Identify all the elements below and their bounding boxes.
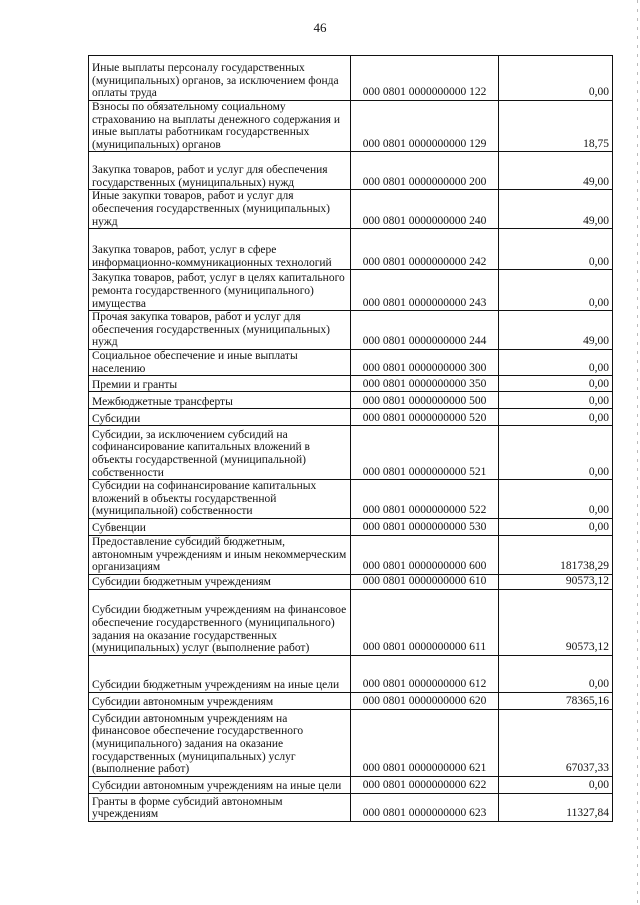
- row-name-cell: Закупка товаров, работ, услуг в целях капитального ремонта государственного (муниципального) имущества: [89, 270, 351, 311]
- table-row: [89, 392, 613, 409]
- table-row: [89, 426, 613, 480]
- row-code-cell: 000 0801 0000000000 243: [351, 270, 499, 311]
- row-name-cell: Межбюджетные трансферты: [89, 392, 351, 409]
- row-code-cell: 000 0801 0000000000 600: [351, 535, 499, 574]
- row-name-cell: Гранты в форме субсидий автономным учреждениям: [89, 793, 351, 821]
- row-name-cell: Субсидии бюджетным учреждениям на финансовое обеспечение государственного (муниципального) задания на оказание государственных (муниципальных) услуг (выполнение работ): [89, 589, 351, 655]
- row-name-cell: Закупка товаров, работ и услуг для обеспечения государственных (муниципальных) нужд: [89, 152, 351, 190]
- row-code-cell: 000 0801 0000000000 242: [351, 229, 499, 270]
- row-code-cell: 000 0801 0000000000 520: [351, 409, 499, 426]
- row-code-cell: 000 0801 0000000000 612: [351, 655, 499, 692]
- table-row: [89, 480, 613, 519]
- table-row: [89, 349, 613, 375]
- row-sum-cell: 181738,29: [499, 535, 613, 574]
- table-row: [89, 56, 613, 101]
- row-sum-cell: 0,00: [499, 349, 613, 375]
- table-row: [89, 589, 613, 655]
- row-sum-cell: 18,75: [499, 101, 613, 152]
- row-code-cell: 000 0801 0000000000 240: [351, 190, 499, 229]
- row-name-cell: Социальное обеспечение и иные выплаты населению: [89, 349, 351, 375]
- row-name-cell: Иные выплаты персоналу государственных (муниципальных) органов, за исключением фонда оплаты труда: [89, 56, 351, 101]
- table-row: [89, 709, 613, 776]
- table-row: [89, 793, 613, 821]
- row-name-cell: Субсидии бюджетным учреждениям на иные цели: [89, 655, 351, 692]
- row-code-cell: 000 0801 0000000000 244: [351, 311, 499, 350]
- table-row: [89, 311, 613, 350]
- row-sum-cell: 49,00: [499, 311, 613, 350]
- table-row: [89, 229, 613, 270]
- row-name-cell: Субсидии автономным учреждениям: [89, 692, 351, 709]
- row-sum-cell: 0,00: [499, 426, 613, 480]
- row-sum-cell: 0,00: [499, 655, 613, 692]
- row-sum-cell: 0,00: [499, 409, 613, 426]
- row-sum-cell: 90573,12: [499, 574, 613, 589]
- table-row: [89, 270, 613, 311]
- scan-edge-mark: [637, 0, 638, 905]
- row-sum-cell: 0,00: [499, 776, 613, 793]
- row-code-cell: 000 0801 0000000000 500: [351, 392, 499, 409]
- row-code-cell: 000 0801 0000000000 350: [351, 376, 499, 392]
- row-name-cell: Субсидии бюджетным учреждениям: [89, 574, 351, 589]
- row-code-cell: 000 0801 0000000000 623: [351, 793, 499, 821]
- row-sum-cell: 49,00: [499, 152, 613, 190]
- row-sum-cell: 0,00: [499, 480, 613, 519]
- table-row: [89, 152, 613, 190]
- row-code-cell: 000 0801 0000000000 620: [351, 692, 499, 709]
- row-sum-cell: 67037,33: [499, 709, 613, 776]
- row-sum-cell: 11327,84: [499, 793, 613, 821]
- table-row: [89, 692, 613, 709]
- row-name-cell: Иные закупки товаров, работ и услуг для обеспечения государственных (муниципальных) нужд: [89, 190, 351, 229]
- row-name-cell: Субсидии автономным учреждениям на финансовое обеспечение государственного (муниципального) задания на оказание государственных (муниципальных) услуг (выполнение работ): [89, 709, 351, 776]
- row-sum-cell: 0,00: [499, 392, 613, 409]
- row-code-cell: 000 0801 0000000000 200: [351, 152, 499, 190]
- page-number: 46: [313, 20, 327, 35]
- row-code-cell: 000 0801 0000000000 622: [351, 776, 499, 793]
- row-code-cell: 000 0801 0000000000 300: [351, 349, 499, 375]
- budget-table-body: [89, 56, 613, 822]
- table-row: [89, 535, 613, 574]
- row-name-cell: Предоставление субсидий бюджетным, автономным учреждениям и иным некоммерческим организациям: [89, 535, 351, 574]
- row-name-cell: Закупка товаров, работ, услуг в сфере информационно-коммуникационных технологий: [89, 229, 351, 270]
- row-name-cell: Субсидии автономным учреждениям на иные цели: [89, 776, 351, 793]
- row-sum-cell: 90573,12: [499, 589, 613, 655]
- row-name-cell: Субсидии, за исключением субсидий на софинансирование капитальных вложений в объекты государственной (муниципальной) собственности: [89, 426, 351, 480]
- row-name-cell: Субвенции: [89, 518, 351, 535]
- row-name-cell: Субсидии: [89, 409, 351, 426]
- row-code-cell: 000 0801 0000000000 122: [351, 56, 499, 101]
- row-name-cell: Взносы по обязательному социальному страхованию на выплаты денежного содержания и иные выплаты работникам государственных (муниципальных) органов: [89, 101, 351, 152]
- row-name-cell: Субсидии на софинансирование капитальных вложений в объекты государственной (муниципальной) собственности: [89, 480, 351, 519]
- row-code-cell: 000 0801 0000000000 129: [351, 101, 499, 152]
- row-name-cell: Прочая закупка товаров, работ и услуг для обеспечения государственных (муниципальных) нужд: [89, 311, 351, 350]
- row-sum-cell: 0,00: [499, 56, 613, 101]
- table-row: [89, 376, 613, 392]
- row-sum-cell: 0,00: [499, 518, 613, 535]
- row-sum-cell: 49,00: [499, 190, 613, 229]
- table-row: [89, 776, 613, 793]
- table-row: [89, 409, 613, 426]
- table-row: [89, 574, 613, 589]
- table-row: [89, 190, 613, 229]
- row-sum-cell: 78365,16: [499, 692, 613, 709]
- row-name-cell: Премии и гранты: [89, 376, 351, 392]
- budget-table: [88, 55, 613, 822]
- row-code-cell: 000 0801 0000000000 522: [351, 480, 499, 519]
- row-code-cell: 000 0801 0000000000 621: [351, 709, 499, 776]
- row-sum-cell: 0,00: [499, 229, 613, 270]
- table-row: [89, 101, 613, 152]
- table-row: [89, 518, 613, 535]
- table-row: [89, 655, 613, 692]
- row-code-cell: 000 0801 0000000000 521: [351, 426, 499, 480]
- row-code-cell: 000 0801 0000000000 611: [351, 589, 499, 655]
- row-sum-cell: 0,00: [499, 270, 613, 311]
- row-code-cell: 000 0801 0000000000 610: [351, 574, 499, 589]
- row-code-cell: 000 0801 0000000000 530: [351, 518, 499, 535]
- row-sum-cell: 0,00: [499, 376, 613, 392]
